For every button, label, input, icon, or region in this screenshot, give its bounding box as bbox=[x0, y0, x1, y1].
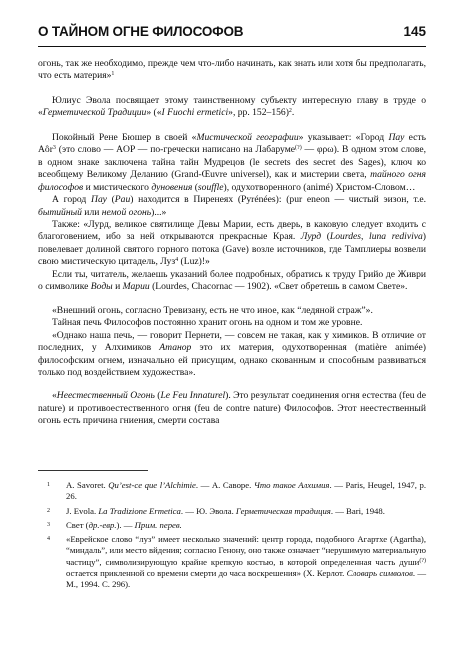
page-header bbox=[38, 22, 426, 47]
italic-run: Мистической географии bbox=[196, 131, 299, 143]
text-run: », pp. 152–156) bbox=[228, 107, 289, 119]
text-run: ) находится в Пиренеях (Pyrénées): (pur eneon — чистый эизон, т.е. bbox=[130, 194, 427, 206]
text-run: есть Aôr bbox=[38, 131, 426, 156]
text-run: » (« bbox=[146, 107, 162, 119]
text-run: J. Evola. bbox=[66, 505, 99, 516]
italic-run: I Fuochi ermetici bbox=[161, 107, 229, 119]
text-run: (Lourdes, Chacornac — 1902). «Свет обретешь в самом Свете». bbox=[149, 281, 408, 293]
text-run: Покойный Рене Бюшер в своей « bbox=[52, 131, 197, 143]
italic-run: Qu’est-ce que l’Alchimie bbox=[108, 480, 196, 490]
italic-run: Герметической Традиции bbox=[42, 107, 147, 119]
italic-run: Пау bbox=[91, 194, 107, 206]
text-run: (это слово — AOP — по-гречески написано на Лабаруме bbox=[55, 144, 296, 156]
paragraph bbox=[38, 330, 426, 380]
footnote-number: 2 bbox=[47, 507, 50, 514]
text-run: и мистического bbox=[83, 181, 152, 193]
footnote-ref: 3 bbox=[52, 145, 56, 152]
page-number: 145 bbox=[403, 24, 426, 39]
italic-run: дуновения bbox=[151, 181, 193, 193]
text-run: ( bbox=[192, 181, 198, 193]
italic-run: тайного огня философов bbox=[38, 169, 426, 193]
italic-run: Словарь символов bbox=[346, 568, 413, 579]
text-run: ( bbox=[321, 231, 330, 243]
text-run: ( bbox=[154, 390, 161, 402]
footnote-ref: 2 bbox=[288, 108, 292, 115]
text-run: » указывает: «Город bbox=[298, 131, 389, 143]
paragraph bbox=[38, 305, 426, 317]
text-run: ). Это результат соединения огня естества (feu de nature) и противоестественного огня (feu de contre nature) Философов. Этот неестественный огонь есть причина гниения, смерти состава bbox=[38, 390, 426, 427]
italic-run: Марии bbox=[122, 281, 150, 293]
text-run: Если ты, читатель, желаешь указаний более подробных, обратись к труду Грийо де Живри о символике bbox=[38, 268, 426, 293]
paragraph bbox=[38, 58, 426, 83]
text-run: ). — bbox=[116, 519, 135, 530]
italic-run: Герметическая традиция bbox=[235, 505, 331, 516]
footnote-divider bbox=[38, 470, 148, 471]
footnote-ref: 1 bbox=[111, 71, 115, 78]
footnote-number: 4 bbox=[47, 536, 50, 543]
text-run: — φρω). В одном этом слове, в одном знаке заключена тайна тайн Мудрецов (le secrets des secret des Sages), ключ ко всеобщему Великому Деланию (Grand-Œuvre universel), как и мистерии света, bbox=[38, 144, 426, 181]
paragraph bbox=[38, 269, 426, 294]
text-run: это их материя, одухотворенная (matière animée) философским огнем, изначально ей присущим, однако скованным и способным развиваться только под воздействием художества». bbox=[38, 342, 426, 378]
text-run: «Еврейское слово “луз” имеет несколько значений: центр города, подобного Агартхе (Agartha), “миндаль”, или место вйдения; согласно Генону, оно также означает “нерушимую материальную частицу”, символизирующую крайне крепкую костью, в которой определенная часть души bbox=[66, 534, 426, 567]
text-run: Юлиус Эвола посвящает этому таинственному субъекту интересную главу в труде о « bbox=[38, 94, 426, 119]
paragraph bbox=[38, 194, 426, 219]
footnote bbox=[38, 520, 426, 531]
text-run: А город bbox=[52, 194, 92, 206]
text-run: и bbox=[112, 281, 123, 293]
running-title: О ТАЙНОМ ОГНЕ ФИЛОСОФОВ bbox=[38, 24, 244, 39]
paragraph bbox=[38, 317, 426, 329]
footnote bbox=[38, 534, 426, 590]
italic-run: Lourdes, luna rediviva bbox=[329, 231, 423, 243]
italic-run: Пау bbox=[388, 131, 405, 143]
text-run: или bbox=[81, 206, 102, 218]
text-run: (Luz)!» bbox=[178, 256, 210, 268]
text-run: «Внешний огонь, согласно Тревизану, есть не что иное, как “ледяной страж”». bbox=[52, 304, 373, 316]
text-run: Тайная печь Философов постоянно хранит огонь на одном и том же уровне. bbox=[52, 317, 363, 329]
italic-run: Le Feu Innaturel bbox=[160, 390, 226, 402]
paragraph bbox=[38, 132, 426, 194]
footnotes bbox=[38, 480, 426, 594]
text-run: . — А. Саворе. bbox=[195, 480, 254, 490]
text-run: A. Savoret. bbox=[66, 480, 109, 490]
italic-run: Pau bbox=[114, 194, 131, 206]
footnote-ref: (?) bbox=[295, 145, 302, 152]
footnote-ref: 4 bbox=[175, 257, 179, 264]
text-run: . — М., 1994. С. 296). bbox=[66, 568, 427, 590]
italic-run: Неестественный Огонь bbox=[56, 390, 155, 402]
text-run: ), одухотворенного (animé) Христом-Словом… bbox=[223, 181, 416, 193]
italic-run: Атанор bbox=[159, 342, 192, 354]
footnote bbox=[38, 506, 426, 517]
italic-run: Что такое Алхимия bbox=[253, 480, 330, 490]
text-run: огонь, так же необходимо, прежде чем что-либо начинать, как знать или хотя бы предполагать, что есть материя» bbox=[38, 58, 426, 82]
italic-run: др.-евр. bbox=[88, 519, 117, 530]
italic-run: Лурд bbox=[300, 231, 322, 243]
paragraph bbox=[38, 219, 426, 269]
italic-run: La Tradizione Ermetica bbox=[98, 505, 181, 516]
text-run: Также: «Лурд, великое святилище Девы Марии, есть дверь, в каковую следует входить с благоговением, ибо за ней открываются прекрасные Края. bbox=[38, 218, 426, 243]
text-run: ) повелевает долиной святого горного потока (Gave) возле источников, где Тамплиеры возвели свою мистическую цитадель, Луз bbox=[38, 231, 426, 268]
text-run: Свет ( bbox=[66, 519, 89, 530]
text-run: )...» bbox=[151, 206, 167, 218]
italic-run: бытийный bbox=[38, 206, 82, 218]
footnote bbox=[38, 480, 426, 503]
italic-run: немой огонь bbox=[101, 206, 152, 218]
footnote-ref: (?) bbox=[419, 557, 426, 564]
footnote-number: 1 bbox=[47, 482, 50, 488]
text-run: . — Bari, 1948. bbox=[330, 505, 385, 516]
text-run: ( bbox=[106, 194, 115, 206]
italic-run: Прим. перев. bbox=[134, 519, 182, 530]
main-text bbox=[38, 58, 426, 428]
footnote-number: 3 bbox=[47, 521, 50, 528]
text-run: «Однако наша печь, — говорит Пернети, — совсем не такая, как у химиков. В отличие от последних, у Алхимиков bbox=[38, 329, 426, 354]
italic-run: souffle bbox=[197, 181, 224, 193]
text-run: . — Paris, Heugel, 1947, p. 26. bbox=[66, 480, 427, 502]
italic-run: Воды bbox=[90, 281, 113, 293]
text-run: . — Ю. Эвола. bbox=[180, 505, 236, 516]
paragraph: Юлиус Эвола посвящает этому таинственному субъекту интересную главу в труде о «Герметической Традиции» («I Fuochi ermetici», pp. 152–156)$^2$. bbox=[38, 94, 426, 119]
paragraph bbox=[38, 390, 426, 427]
text-run: остается прикленной со времени смерти до часа воскрешения» (Х. Керлот. bbox=[66, 568, 347, 579]
text-run: « bbox=[52, 390, 57, 402]
